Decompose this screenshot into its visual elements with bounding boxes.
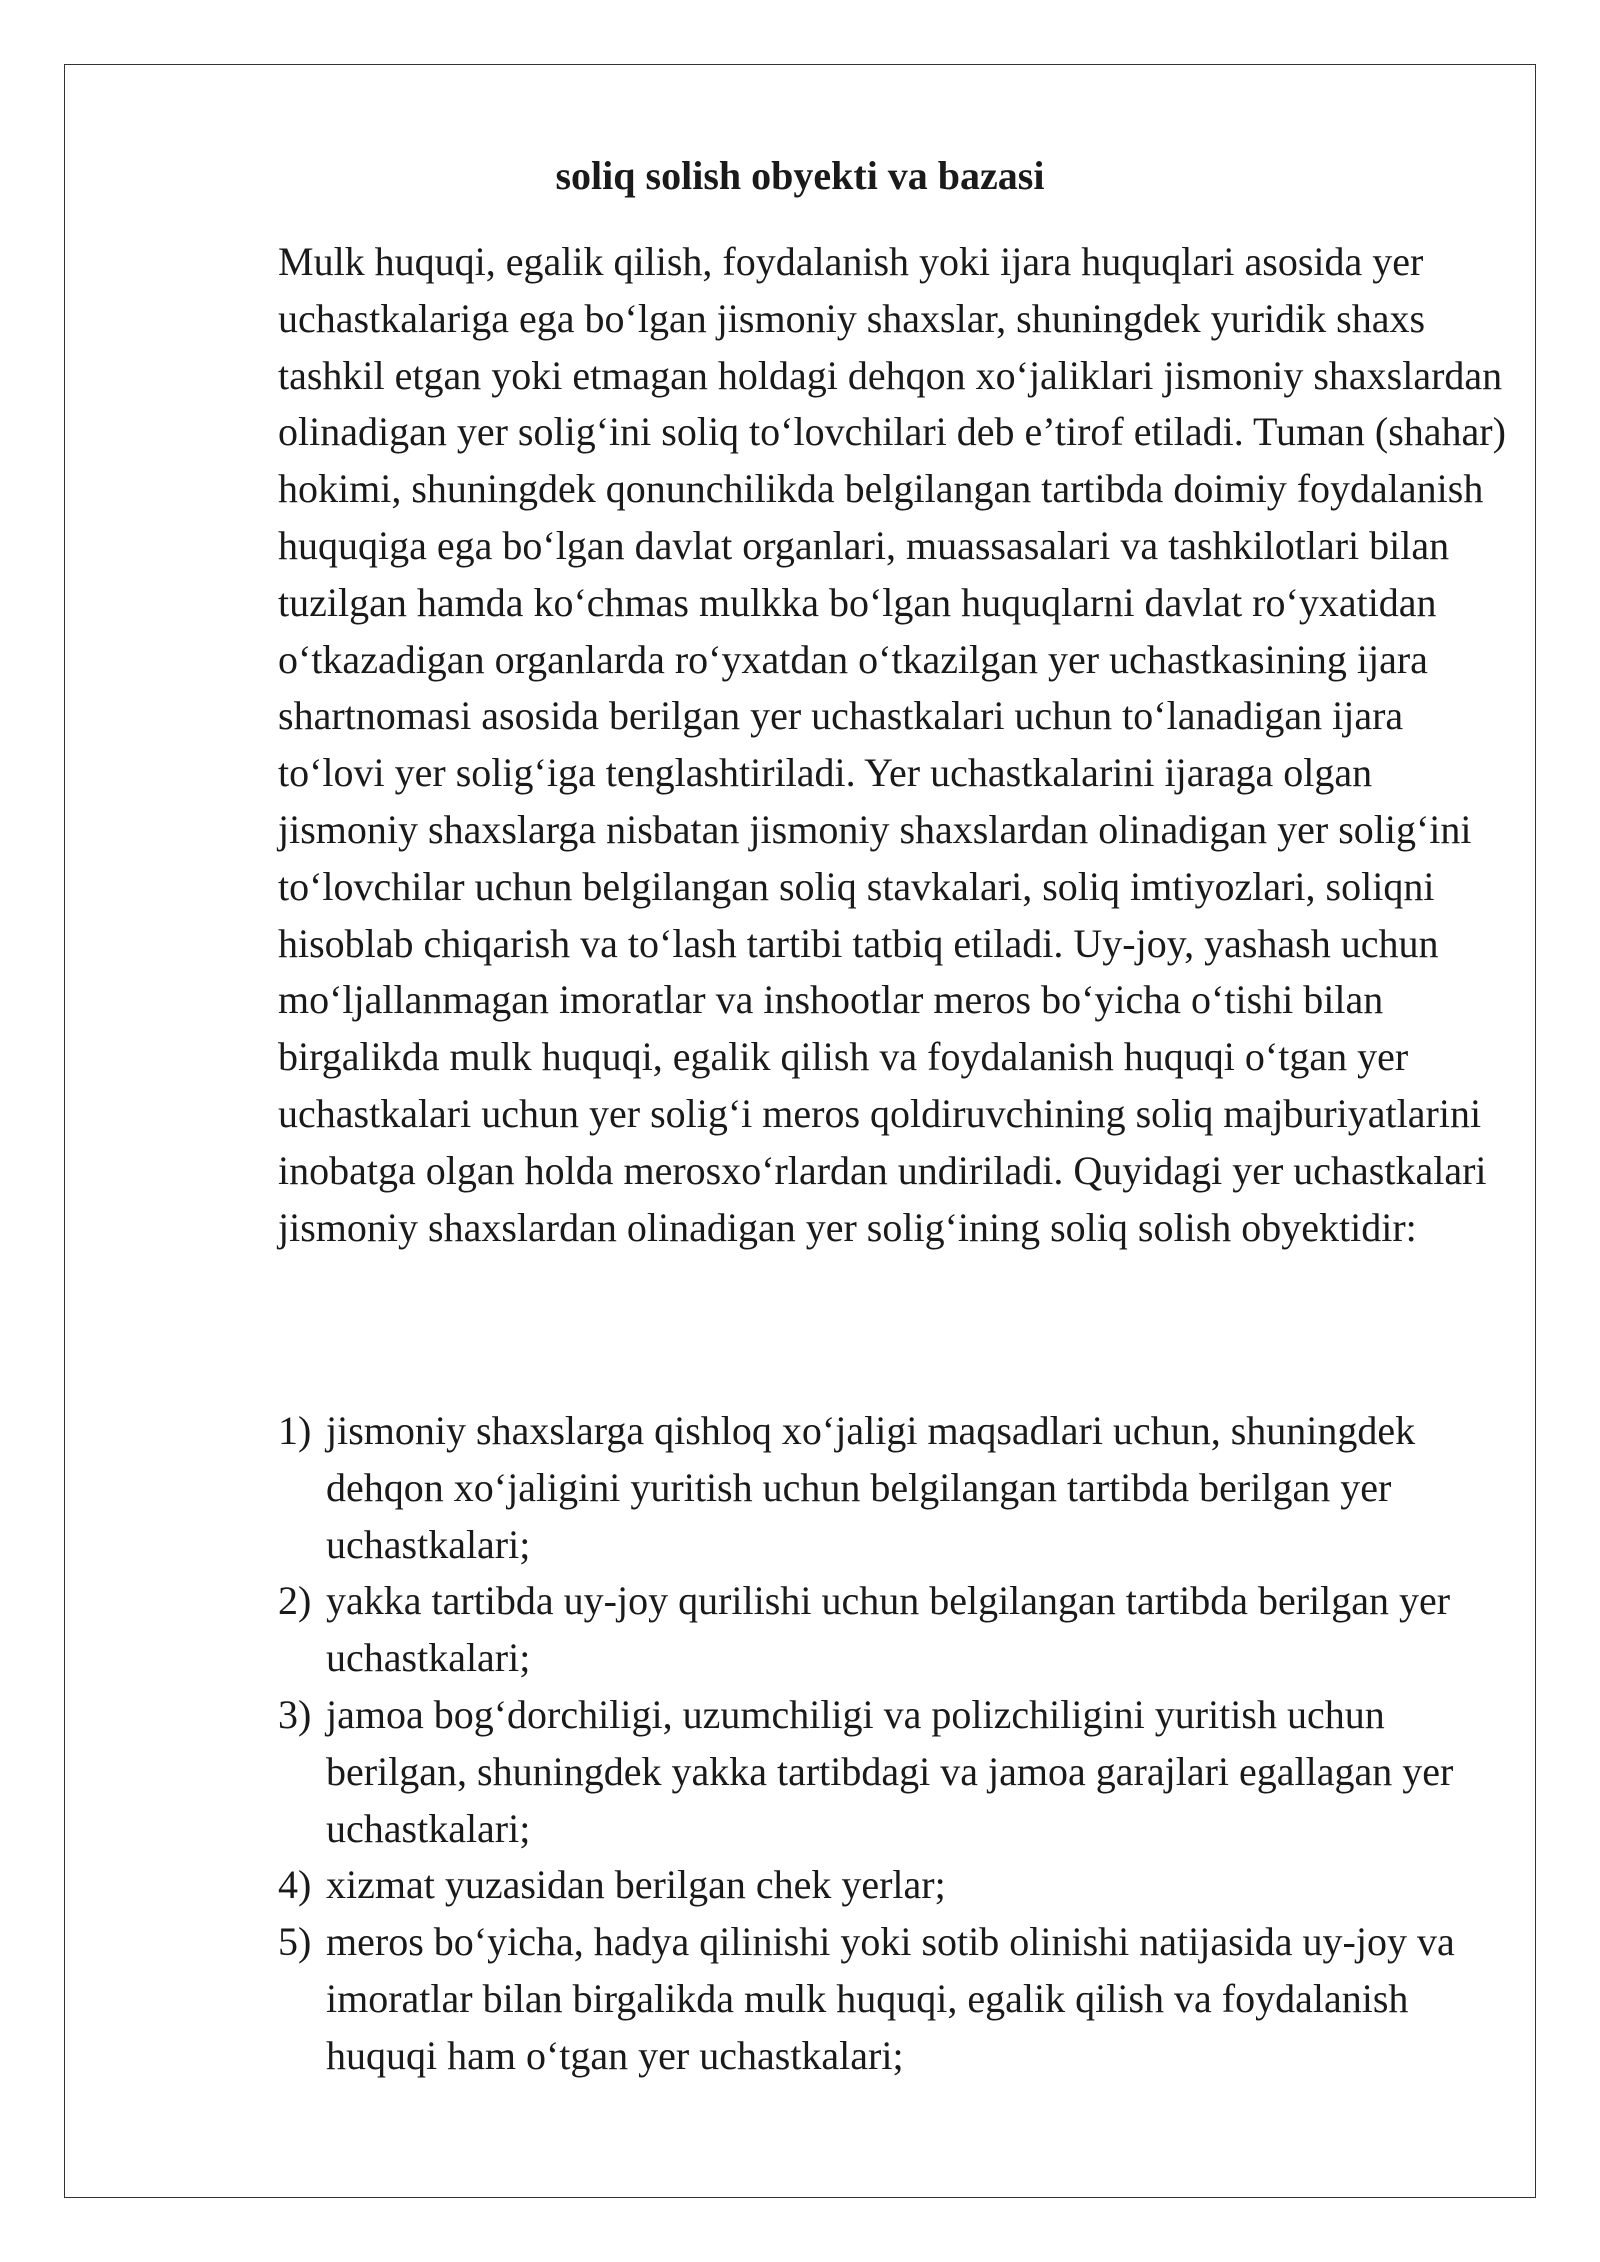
list-item-text: yakka tartibda uy-joy qurilishi uchun belgilangan tartibda berilgan yer uchastkalari; xyxy=(326,1578,1451,1681)
list-item-text: jismoniy shaxslarga qishloq xo‘jaligi maqsadlari uchun, shuningdek dehqon xo‘jaligini yuritish uchun belgilangan tartibda berilgan yer uchastkalari; xyxy=(326,1408,1416,1567)
list-item-number: 4) xyxy=(278,1862,312,1908)
list-item-number: 2) xyxy=(278,1578,312,1624)
list-item-number: 3) xyxy=(278,1691,312,1737)
objects-list xyxy=(278,1403,1508,2085)
list-item xyxy=(278,1857,1508,1914)
list-item xyxy=(278,1687,1508,1857)
list-item-text: meros bo‘yicha, hadya qilinishi yoki sotib olinishi natijasida uy-joy va imoratlar bilan birgalikda mulk huquqi, egalik qilish va foydalanish huquqi ham o‘tgan yer uchastkalari; xyxy=(326,1919,1455,2078)
document-title: soliq solish obyekti va bazasi xyxy=(555,153,1045,198)
list-item-number: 5) xyxy=(278,1919,312,1965)
body-paragraph: Mulk huquqi, egalik qilish, foydalanish yoki ijara huquqlari asosida yer uchastkalariga ega bo‘lgan jismoniy shaxslar, shuningdek yuridik shaxs tashkil etgan yoki etmagan holdagi dehqon xo‘jaliklari jismoniy shaxslardan olinadigan yer solig‘ini soliq to‘lovchilari deb e’tirof etiladi. Tuman (shahar) hokimi, shuningdek qonunchilikda belgilangan tartibda doimiy foydalanish huquqiga ega bo‘lgan davlat organlari, muassasalari va tashkilotlari bilan tuzilgan hamda ko‘chmas mulkka bo‘lgan huquqlarni davlat ro‘yxatidan o‘tkazadigan organlarda ro‘yxatdan o‘tkazilgan yer uchastkasining ijara shartnomasi asosida berilgan yer uchastkalari uchun to‘lanadigan ijara to‘lovi yer solig‘iga tenglashtiriladi. Yer uchastkalarini ijaraga olgan jismoniy shaxslarga nisbatan jismoniy shaxslardan olinadigan yer solig‘ini to‘lovchilar uchun belgilangan soliq stavkalari, soliq imtiyozlari, soliqni hisoblab chiqarish va to‘lash tartibi tatbiq etiladi. Uy-joy, yashash uchun mo‘ljallanmagan imoratlar va inshootlar meros bo‘yicha o‘tishi bilan birgalikda mulk huquqi, egalik qilish va foydalanish huquqi o‘tgan yer uchastkalari uchun yer solig‘i meros qoldiruvchining soliq majburiyatlarini inobatga olgan holda merosxo‘rlardan undiriladi. Quyidagi yer uchastkalari jismoniy shaxslardan olinadigan yer solig‘ining soliq solish obyektidir: xyxy=(278,239,1506,1250)
list-item-text: xizmat yuzasidan berilgan chek yerlar; xyxy=(326,1862,946,1908)
list-item-text: jamoa bog‘dorchiligi, uzumchiligi va polizchiligini yuritish uchun berilgan, shuningdek yakka tartibdagi va jamoa garajlari egallagan yer uchastkalari; xyxy=(326,1691,1454,1851)
list-item xyxy=(278,1403,1508,1573)
list-item xyxy=(278,1573,1508,1687)
list-item-number: 1) xyxy=(278,1408,312,1453)
list-item xyxy=(278,1914,1508,2084)
